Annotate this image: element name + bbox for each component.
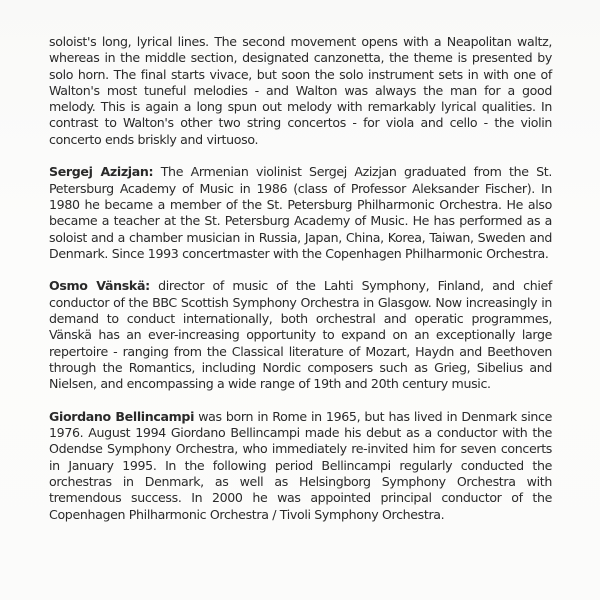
paragraph-body: was born in Rome in 1965, but has lived in Denmark since 1976. August 1994 Giordano Bellincampi made his debut as a conductor with the Odendse Symphony Orchestra, who immediately re-invited him for seven concerts in January 1995. In the following period Bellincampi regularly conducted the orchestras in Denmark, as well as Helsingborg Symphony Orchestra with tremendous success. In 2000 he was appointed principal conductor of the Copenhagen Philharmonic Orchestra / Tivoli Symphony Orchestra. (49, 408, 552, 522)
text-block (49, 34, 552, 539)
paragraph-body: director of music of the Lahti Symphony, Finland, and chief conductor of the BBC Scottish Symphony Orchestra in Glasgow. Now increasingly in demand to conduct internationally, both orchestral and operatic programmes, Vänskä has an ever-increasing opportunity to expand on an exceptionally large repertoire - ranging from the Classical literature of Mozart, Haydn and Beethoven through the Romantics, including Nordic composers such as Grieg, Sibelius and Nielsen, and encompassing a wide range of 19th and 20th century music. (49, 278, 552, 392)
paragraph-body: soloist's long, lyrical lines. The second movement opens with a Neapolitan waltz, whereas in the middle section, designated canzonetta, the theme is presented by solo horn. The final starts vivace, but soon the solo instrument sets in with one of Walton's most tuneful melodies - and Walton was always the man for a good melody. This is again a long spun out melody with remarkably lyrical qualities. In contrast to Walton's other two string concertos - for viola and cello - the violin concerto ends briskly and virtuoso. (49, 34, 552, 147)
paragraph-walton-concerto (49, 34, 552, 148)
person-name-heading: Sergej Azizjan: (49, 164, 154, 180)
person-name-heading: Giordano Bellincampi (49, 408, 195, 424)
person-name-heading: Osmo Vänskä: (49, 278, 150, 294)
paragraph-giordano-bellincampi (49, 409, 552, 523)
paragraph-sergej-azizjan (49, 164, 552, 262)
paragraph-osmo-vanska (49, 278, 552, 392)
paragraph-body: The Armenian violinist Sergej Azizjan graduated from the St. Petersburg Academy of Music in 1986 (class of Professor Aleksander Fischer). In 1980 he became a member of the St. Petersburg Philharmonic Orchestra. He also became a teacher at the St. Petersburg Academy of Music. He has performed as a soloist and a chamber musician in Russia, Japan, China, Korea, Taiwan, Sweden and Denmark. Since 1993 concertmaster with the Copenhagen Philharmonic Orchestra. (49, 164, 552, 261)
